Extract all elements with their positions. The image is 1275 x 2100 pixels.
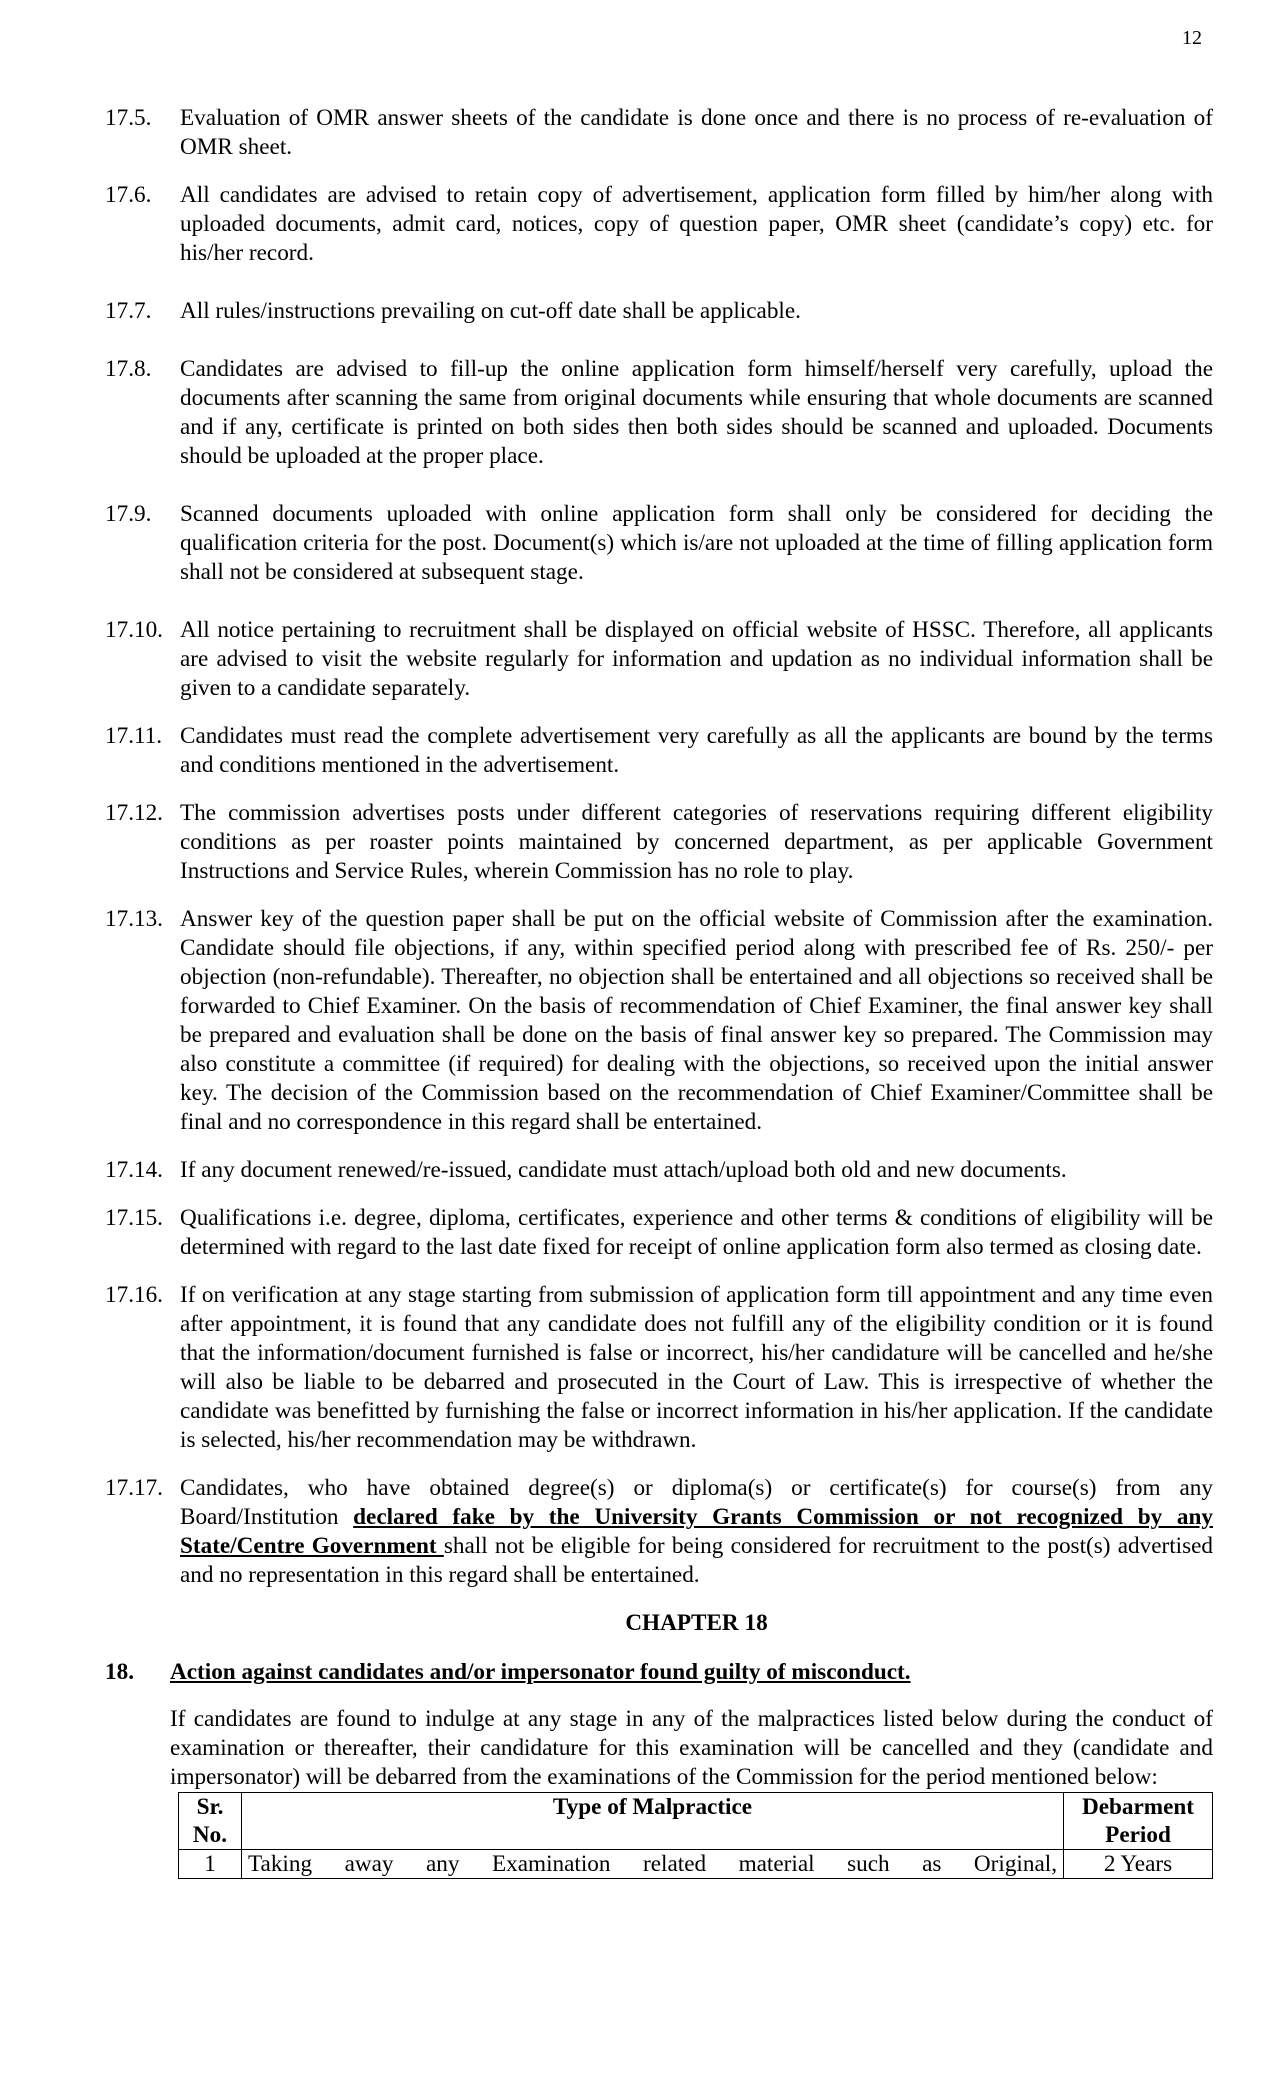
malpractice-table <box>178 1792 1213 1879</box>
clause-text: All rules/instructions prevailing on cut-off date shall be applicable. <box>180 298 801 324</box>
clause-number: 17.17. <box>105 1475 163 1501</box>
cell-period: 2 Years <box>1064 1850 1213 1879</box>
clause-17-17 <box>105 1474 1213 1590</box>
clause-17-7 <box>105 297 1213 326</box>
clause-17-8 <box>105 355 1213 471</box>
clause-number: 17.12. <box>105 800 163 826</box>
clause-17-15 <box>105 1204 1213 1262</box>
document-body <box>105 104 1213 1879</box>
section-title: Action against candidates and/or impersonator found guilty of misconduct. <box>170 1659 911 1685</box>
clause-number: 17.13. <box>105 906 163 932</box>
clause-number: 17.15. <box>105 1205 163 1231</box>
clause-17-5 <box>105 104 1213 162</box>
clause-number: 17.14. <box>105 1157 163 1183</box>
header-sr-no: Sr. No. <box>179 1793 242 1850</box>
clause-text: All notice pertaining to recruitment shall be displayed on official website of HSSC. Therefore, all applicants are advised to visit the website regularly for information and updation as no individual information shall be given to a candidate separately. <box>180 617 1213 701</box>
clause-17-13 <box>105 905 1213 1137</box>
cell-type: Taking away any Examination related material such as Original, <box>242 1850 1064 1879</box>
clause-number: 17.6. <box>105 182 152 208</box>
clause-text: If any document renewed/re-issued, candidate must attach/upload both old and new documents. <box>180 1157 1067 1183</box>
clause-17-6 <box>105 181 1213 268</box>
clause-text: Answer key of the question paper shall be put on the official website of Commission after the examination. Candidate should file objections, if any, within specified period along with prescribed fee of Rs. 250/- per objection (non-refundable). Thereafter, no objection shall be entertained and all objections so received shall be forwarded to Chief Examiner. On the basis of recommendation of Chief Examiner, the final answer key shall be prepared and evaluation shall be done on the basis of final answer key so prepared. The Commission may also constitute a committee (if required) for dealing with the objections, so received upon the initial answer key. The decision of the Commission based on the recommendation of Chief Examiner/Committee shall be final and no correspondence in this regard shall be entertained. <box>180 906 1213 1135</box>
clause-number: 17.5. <box>105 105 152 131</box>
clause-text: Qualifications i.e. degree, diploma, certificates, experience and other terms & conditions of eligibility will be determined with regard to the last date fixed for receipt of online application form also termed as closing date. <box>180 1205 1213 1260</box>
clause-text: If on verification at any stage starting from submission of application form till appointment and any time even after appointment, it is found that any candidate does not fulfill any of the eligibility condition or it is found that the information/document furnished is false or incorrect, his/her candidature will be cancelled and he/she will also be liable to be debarred and prosecuted in the Court of Law. This is irrespective of whether the candidate was benefitted by furnishing the false or incorrect information in his/her application. If the candidate is selected, his/her recommendation may be withdrawn. <box>180 1282 1213 1453</box>
clause-number: 17.11. <box>105 723 163 749</box>
page-number: 12 <box>1182 27 1202 49</box>
clause-17-14 <box>105 1156 1213 1185</box>
emphasis-text: declared fake by the University Grants Commission or not recognized by any State/Centre Government <box>180 1504 1213 1559</box>
header-period: Debarment Period <box>1064 1793 1213 1850</box>
section-intro: If candidates are found to indulge at any stage in any of the malpractices listed below during the conduct of examination or thereafter, their candidature for this examination will be cancelled and they (candidate and impersonator) will be debarred from the examinations of the Commission for the period mentioned below: <box>170 1706 1213 1790</box>
clause-text-continued: shall not be eligible for being considered for recruitment to the post(s) advertised and no representation in this regard shall be entertained. <box>180 1533 1213 1588</box>
clause-number: 17.7. <box>105 298 152 324</box>
clause-text: The commission advertises posts under different categories of reservations requiring different eligibility conditions as per roaster points maintained by concerned department, as per applicable Government Instructions and Service Rules, wherein Commission has no role to play. <box>180 800 1213 884</box>
table-header-row <box>179 1793 1213 1850</box>
clause-17-16 <box>105 1281 1213 1455</box>
clause-number: 17.9. <box>105 501 152 527</box>
clause-text: Evaluation of OMR answer sheets of the candidate is done once and there is no process of re-evaluation of OMR sheet. <box>180 105 1213 160</box>
clause-number: 17.16. <box>105 1282 163 1308</box>
chapter-title: CHAPTER 18 <box>625 1610 768 1636</box>
clause-text: Candidates must read the complete advertisement very carefully as all the applicants are bound by the terms and conditions mentioned in the advertisement. <box>180 723 1213 778</box>
cell-sr-no: 1 <box>179 1850 242 1879</box>
section-heading <box>105 1658 1213 1687</box>
clause-17-12 <box>105 799 1213 886</box>
clause-17-11 <box>105 722 1213 780</box>
clause-text: Scanned documents uploaded with online application form shall only be considered for deciding the qualification criteria for the post. Document(s) which is/are not uploaded at the time of filling application form shall not be considered at subsequent stage. <box>180 501 1213 585</box>
clause-text: Candidates are advised to fill-up the online application form himself/herself very carefully, upload the documents after scanning the same from original documents while ensuring that whole documents are scanned and if any, certificate is printed on both sides then both sides should be scanned and uploaded. Documents should be uploaded at the proper place. <box>180 356 1213 469</box>
clause-text: All candidates are advised to retain copy of advertisement, application form filled by him/her along with uploaded documents, admit card, notices, copy of question paper, OMR sheet (candidate’s copy) etc. for his/her record. <box>180 182 1213 266</box>
table-row <box>179 1850 1213 1879</box>
clause-17-9 <box>105 500 1213 587</box>
section-number: 18. <box>105 1659 134 1685</box>
header-type: Type of Malpractice <box>242 1793 1064 1850</box>
clause-17-10 <box>105 616 1213 703</box>
clause-number: 17.10. <box>105 617 163 643</box>
clause-number: 17.8. <box>105 356 152 382</box>
clause-text: Candidates, who have obtained degree(s) or diploma(s) or certificate(s) for course(s) from any Board/Institution <box>180 1475 1213 1530</box>
